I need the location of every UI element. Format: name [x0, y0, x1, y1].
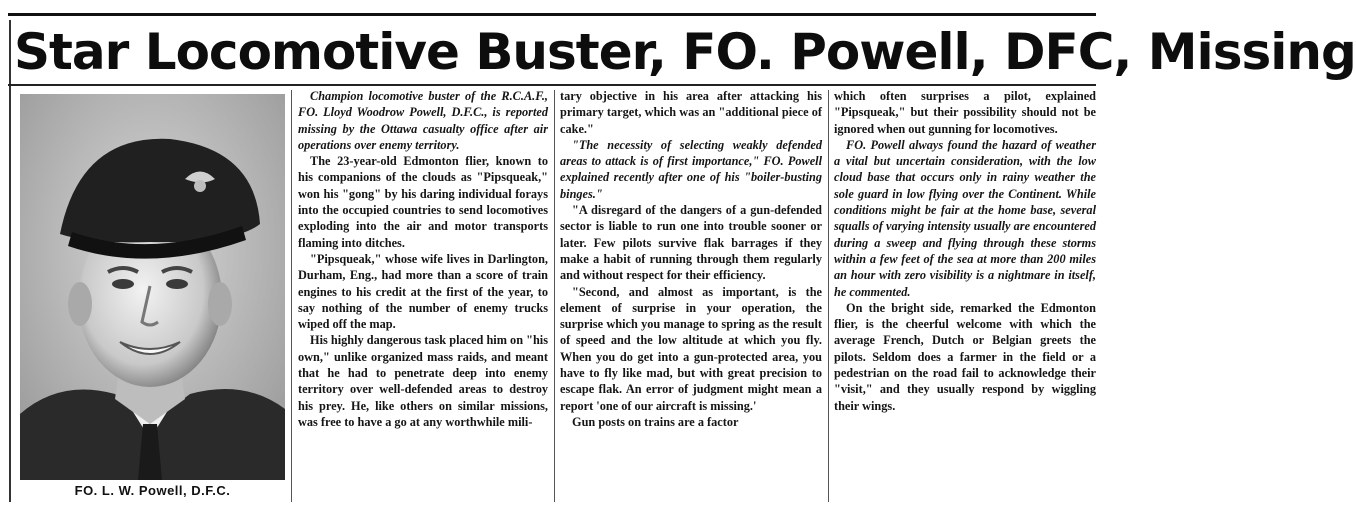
headline-rule — [8, 84, 1096, 86]
article-column-1 — [298, 88, 548, 503]
column-divider — [554, 90, 555, 502]
article-paragraph: Gun posts on trains are a factor — [572, 414, 739, 429]
article-paragraph: "Pipsqueak," whose wife lives in Darlington, Durham, Eng., had more than a score of train engines to his credit at the first of the year, to say nothing of the number of enemy trucks wiped off the map. — [298, 251, 548, 332]
column-divider — [828, 90, 829, 502]
top-rule — [8, 13, 1096, 16]
article-paragraph: "The necessity of selecting weakly defended areas to attack is of first importance," FO. Powell explained recently after one of his "boiler-busting binges." — [560, 137, 822, 201]
article-paragraph: The 23-year-old Edmonton flier, known to his companions of the clouds as "Pipsqueak," won his "gong" by his daring individual forays into the occupied countries to send locomotives exploding into the air and motor transports flaming into ditches. — [298, 154, 548, 250]
article-paragraph: On the bright side, remarked the Edmonton flier, is the cheerful welcome with which the average French, Dutch or Belgian greets the pilots. Seldom does a farmer in the field or a pedestrian on the road fail to acknowledge their "visit," and they usually respond by wiggling their wings. — [834, 300, 1096, 413]
article-paragraph: which often surprises a pilot, explained "Pipsqueak," but their possibility should not be ignored when out gunning for locomotives. — [834, 89, 1096, 136]
left-border — [9, 20, 11, 502]
article-paragraph: FO. Powell always found the hazard of weather a vital but uncertain consideration, with the low cloud base that occurs only in rainy weather the sole guard in low flying over the Continent. While conditions might be fair at the home base, several squalls of varying intensity usually are encountered during a sweep and flying through these storms within a few feet of the sea at more than 200 miles an hour with zero visibility is a nightmare in itself, he commented. — [834, 137, 1096, 299]
article-paragraph: "Second, and almost as important, is the element of surprise in your operation, the surprise which you manage to spring as the result of speed and the low altitude at which you fly. When you do get into a gun-protected area, you have to fly like mad, but with great precision to escape flak. An error of judgment might mean a report 'one of our aircraft is missing.' — [560, 284, 822, 413]
article-column-3 — [834, 88, 1096, 503]
portrait-image — [20, 94, 285, 480]
article-column-2 — [560, 88, 822, 503]
article-paragraph: Champion locomotive buster of the R.C.A.F., FO. Lloyd Woodrow Powell, D.F.C., is reported missing by the Ottawa casualty office after air operations over enemy territory. — [298, 89, 548, 152]
headline: Star Locomotive Buster, FO. Powell, DFC, Missing — [14, 23, 1356, 81]
article-paragraph: tary objective in his area after attacking his primary target, which was an "additional piece of cake." — [560, 89, 822, 136]
photo-caption: FO. L. W. Powell, D.F.C. — [74, 483, 231, 498]
column-divider — [291, 90, 292, 502]
article-paragraph: His highly dangerous task placed him on "his own," unlike organized mass raids, and meant that he had to penetrate deep into enemy territory over well-defended areas to destroy his prey. He, like others on similar missions, was free to have a go at any worthwhile mili- — [298, 333, 548, 429]
article-paragraph: "A disregard of the dangers of a gun-defended sector is liable to run one into trouble sooner or later. Few pilots survive flak barrages if they make a habit of running through them regularly and without respect for their efficiency. — [560, 203, 822, 283]
portrait-photo — [20, 94, 285, 480]
